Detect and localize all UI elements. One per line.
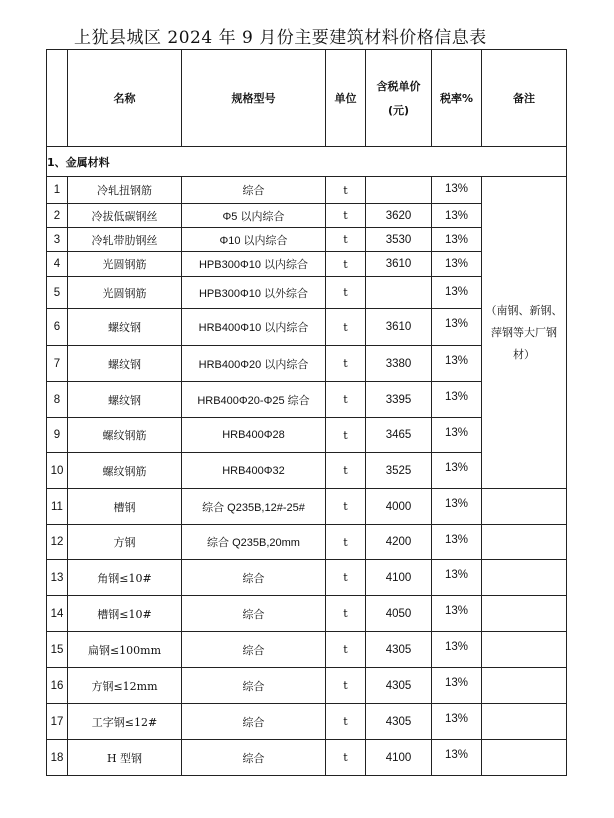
row-price: 4100 [366,560,432,596]
row-price: 3620 [366,204,432,228]
row-spec: HRB400Φ20-Φ25 综合 [182,382,326,418]
row-spec: 综合 [182,740,326,776]
row-tax: 13% [432,382,482,418]
row-spec: 综合 [182,704,326,740]
table-row [47,704,567,740]
row-price: 4305 [366,632,432,668]
header-price-line1: 含税单价 [376,80,421,93]
row-spec: HRB400Φ28 [182,418,326,453]
header-row [47,50,567,147]
row-name: 工字钢≤12# [68,704,182,740]
row-number: 2 [47,204,68,228]
row-tax: 13% [432,252,482,277]
header-name: 名称 [68,50,182,147]
row-tax: 13% [432,177,482,204]
table-row [47,177,567,204]
row-note [482,668,567,704]
row-spec: HRB400Φ32 [182,453,326,489]
row-price: 3395 [366,382,432,418]
row-unit: t [326,453,366,489]
row-note [482,525,567,560]
table-row [47,596,567,632]
row-note [482,632,567,668]
table-row [47,740,567,776]
row-price: 4305 [366,668,432,704]
row-number: 6 [47,309,68,346]
row-unit: t [326,252,366,277]
row-unit: t [326,228,366,252]
row-price: 3610 [366,252,432,277]
row-name: 冷轧带肋钢丝 [68,228,182,252]
row-number: 11 [47,489,68,525]
row-unit: t [326,596,366,632]
row-price: 3525 [366,453,432,489]
row-unit: t [326,560,366,596]
row-number: 1 [47,177,68,204]
row-spec: HRB400Φ10 以内综合 [182,309,326,346]
row-spec: Φ10 以内综合 [182,228,326,252]
row-number: 3 [47,228,68,252]
row-price: 3610 [366,309,432,346]
section-title: 1、金属材料 [47,147,567,177]
row-unit: t [326,346,366,382]
row-unit: t [326,489,366,525]
table-row [47,668,567,704]
header-note: 备注 [482,50,567,147]
row-number: 16 [47,668,68,704]
row-price: 4200 [366,525,432,560]
row-name: 螺纹钢 [68,346,182,382]
row-unit: t [326,204,366,228]
row-spec: HRB400Φ20 以内综合 [182,346,326,382]
row-unit: t [326,177,366,204]
row-unit: t [326,740,366,776]
row-spec: 综合 [182,668,326,704]
row-tax: 13% [432,560,482,596]
row-note [482,596,567,632]
row-unit: t [326,418,366,453]
row-tax: 13% [432,525,482,560]
row-tax: 13% [432,740,482,776]
row-number: 17 [47,704,68,740]
row-unit: t [326,632,366,668]
header-tax: 税率% [432,50,482,147]
row-number: 8 [47,382,68,418]
table-row [47,525,567,560]
row-name: 方钢≤12mm [68,668,182,704]
row-number: 9 [47,418,68,453]
table-row [47,560,567,596]
row-tax: 13% [432,453,482,489]
header-unit: 单位 [326,50,366,147]
row-tax: 13% [432,596,482,632]
row-price: 3465 [366,418,432,453]
row-number: 14 [47,596,68,632]
row-number: 5 [47,277,68,309]
row-note [482,740,567,776]
row-number: 7 [47,346,68,382]
row-spec: 综合 [182,177,326,204]
row-name: 角钢≤10# [68,560,182,596]
row-spec: 综合 Q235B,20mm [182,525,326,560]
header-price [366,50,432,147]
row-unit: t [326,704,366,740]
row-spec: Φ5 以内综合 [182,204,326,228]
row-tax: 13% [432,309,482,346]
row-note [482,489,567,525]
row-spec: 综合 [182,596,326,632]
row-price [366,177,432,204]
row-name: 扁钢≤100mm [68,632,182,668]
page-title: 上犹县城区 2024 年 9 月份主要建筑材料价格信息表 [74,28,487,48]
row-unit: t [326,382,366,418]
row-tax: 13% [432,204,482,228]
row-tax: 13% [432,489,482,525]
row-number: 4 [47,252,68,277]
row-unit: t [326,525,366,560]
row-tax: 13% [432,632,482,668]
row-tax: 13% [432,228,482,252]
row-number: 12 [47,525,68,560]
row-unit: t [326,309,366,346]
merged-note: （南钢、新钢、萍钢等大厂钢材） [482,177,567,489]
row-name: 光圆钢筋 [68,252,182,277]
header-price-line2: (元) [387,104,410,117]
header-no [47,50,68,147]
row-unit: t [326,668,366,704]
row-spec: HPB300Φ10 以内综合 [182,252,326,277]
row-name: 螺纹钢筋 [68,418,182,453]
row-name: H 型钢 [68,740,182,776]
row-name: 槽钢≤10# [68,596,182,632]
row-tax: 13% [432,346,482,382]
row-price: 4305 [366,704,432,740]
row-spec: 综合 [182,632,326,668]
table-row [47,632,567,668]
row-price: 3380 [366,346,432,382]
row-name: 螺纹钢 [68,309,182,346]
row-price: 4050 [366,596,432,632]
header-spec: 规格型号 [182,50,326,147]
row-unit: t [326,277,366,309]
row-note [482,704,567,740]
row-number: 13 [47,560,68,596]
row-price: 4000 [366,489,432,525]
row-name: 方钢 [68,525,182,560]
row-price [366,277,432,309]
row-spec: 综合 Q235B,12#-25# [182,489,326,525]
row-number: 15 [47,632,68,668]
row-tax: 13% [432,418,482,453]
row-tax: 13% [432,668,482,704]
row-name: 冷轧扭钢筋 [68,177,182,204]
row-note [482,560,567,596]
row-name: 螺纹钢筋 [68,453,182,489]
row-tax: 13% [432,704,482,740]
row-name: 螺纹钢 [68,382,182,418]
row-number: 10 [47,453,68,489]
row-spec: HPB300Φ10 以外综合 [182,277,326,309]
row-price: 4100 [366,740,432,776]
row-name: 冷拔低碳钢丝 [68,204,182,228]
row-name: 光圆钢筋 [68,277,182,309]
row-tax: 13% [432,277,482,309]
price-table [46,49,567,776]
row-number: 18 [47,740,68,776]
row-spec: 综合 [182,560,326,596]
row-name: 槽钢 [68,489,182,525]
row-price: 3530 [366,228,432,252]
table-row [47,489,567,525]
section-row [47,147,567,177]
